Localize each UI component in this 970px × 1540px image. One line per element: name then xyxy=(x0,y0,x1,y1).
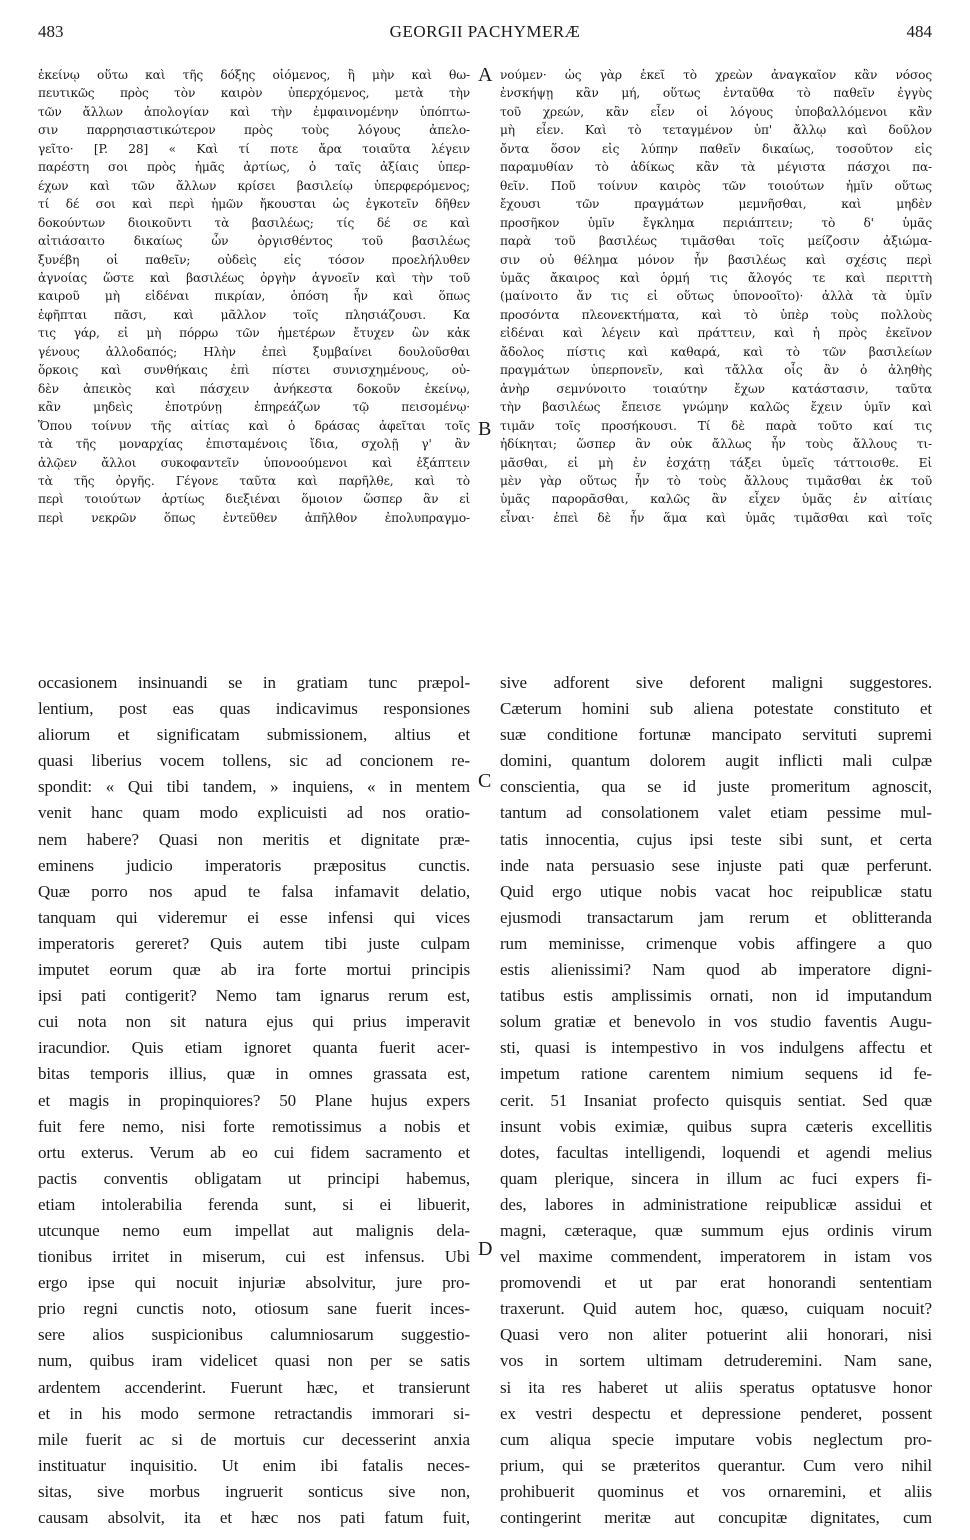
greek-line: περὶ νεκρῶν ὅπως ἐντεῦθεν ἀπῆλθον ἐπολυπραγμο- xyxy=(38,510,470,525)
greek-line: θεῖν. Ποῦ τοίνυν καιρὸς τῶν τοιούτων ἡμῖν οὕτως xyxy=(500,178,932,193)
greek-line: νούμεν· ὡς γὰρ ἐκεῖ τὸ χρεὼν ἀναγκαῖον κἂν νόσος xyxy=(500,68,932,82)
latin-line: prio regni cunctis noto, otiosum sane fuerit inces- xyxy=(38,1299,470,1319)
greek-line: περὶ τοιούτων ἀρτίως διεξιέναι ὅμοιον ὥσπερ ἂν εἰ xyxy=(38,492,470,507)
greek-line: τις γάρ, εἰ μὴ πόρρω τῶν ἡμετέρων ἔτυχεν ὢν κἀκ xyxy=(38,326,470,341)
latin-line: cum aliqua specie imputare vobis neglectum pro- xyxy=(500,1429,932,1449)
latin-line: ipsi pati contigerit? Nemo tam ignarus rerum est, xyxy=(38,986,470,1006)
latin-line: tanquam qui videremur ei esse infensi qui vices xyxy=(38,907,470,927)
latin-line: lentium, post eas quas indicavimus responsiones xyxy=(38,699,470,719)
latin-line: des, labores in administratione reipublicæ assidui et xyxy=(500,1194,932,1214)
latin-line: Cæterum homini sub aliena potestate constituto et xyxy=(500,699,932,719)
latin-line: causam absolvit, ita et hæc nos pati fatum fuit, xyxy=(38,1508,470,1527)
latin-line: sitas, sive morbus ingruerit sonticus sive non, xyxy=(38,1481,470,1501)
greek-line: μὴ εἶεν. Καὶ τὸ τεταγμένον ὑπ' ἄλλῳ καὶ δοῦλον xyxy=(500,123,932,138)
latin-line: dotes, facultas intelligendi, loquendi et agendi melius xyxy=(500,1142,932,1162)
latin-line: impetum ratione carentem nimium sequens id fe- xyxy=(500,1064,932,1084)
latin-line: aliorum et significatam submissionem, altius et xyxy=(38,725,470,745)
greek-line: ὄντα ὅσον εἰς λύπην παθεῖν δικαίως, τοσοῦτον εἰς xyxy=(500,141,932,156)
latin-line: instituatur inquisitio. Ut enim ibi fatalis neces- xyxy=(38,1455,470,1475)
margin-marker-a: A xyxy=(478,64,493,86)
latin-line: cerit. 51 Insaniat profecto quisquis sentiat. Sed quæ xyxy=(500,1090,932,1110)
latin-line: inde nata persuasio sese injuste pati quæ perferunt. xyxy=(500,855,932,875)
page-number-left: 483 xyxy=(38,22,64,41)
latin-line: ejusmodi transactarum jam rerum et oblitteranda xyxy=(500,907,932,927)
greek-line: μὲν γὰρ οὕτως ἦν τὸ τοὺς ἄλλους τιμᾶσθαι ἐκ τοῦ xyxy=(500,473,932,488)
greek-line: ἐκείνῳ οὕτω καὶ τῆς δόξης οἰόμενος, ἢ μὴν καὶ θω- xyxy=(38,68,470,82)
greek-line: τιμᾶν τοῖς προσήκουσι. Τί δὲ παρὰ τοῦτο καί τις xyxy=(500,418,932,433)
latin-line: domini, quantum dolorem augit inflicti mali culpæ xyxy=(500,751,932,771)
greek-line: τὰ τῆς μοναρχίας ἐπισταμένοις ἴδια, σχολῇ γ' ἂν xyxy=(38,437,470,452)
latin-line: contingerint meritæ aut concupitæ dignitates, cum xyxy=(500,1508,932,1527)
latin-line: fuit fere nemo, nisi forte remotissimus a nobis et xyxy=(38,1116,470,1136)
latin-line: imperatoris gereret? Quis autem tibi juste culpam xyxy=(38,933,470,953)
greek-line: τὰ τῆς ὀργῆς. Γέγονε ταῦτα καὶ παρῆλθε, καὶ τὸ xyxy=(38,473,470,488)
greek-line: ἀνὴρ σεμνύνοιτο τοιαύτην ἔχων κατάστασιν, ταῦτα xyxy=(500,381,932,396)
greek-line: γένους ἀλλοδαπός; Ηλὴν ἐπεὶ ξυμβαίνει δουλοῦσθαι xyxy=(38,344,470,359)
greek-line: προσόντα πλεονεκτήματα, καὶ τὸ ὑπὲρ τοὺς πολλοὺς xyxy=(500,307,932,322)
greek-line: ὅρκοις καὶ συνθήκαις ἐπὶ πίστει συνισχημένους, οὐ- xyxy=(38,363,470,378)
latin-line: vel maxime commendent, imperatorem in istam vos xyxy=(500,1247,932,1267)
greek-line: εἶναι· ἐπεὶ δὲ ἦν ἅμα καὶ ὑμᾶς τιμᾶσθαι καὶ τοῖς xyxy=(500,510,932,525)
latin-column-right xyxy=(500,670,932,1531)
latin-line: Quæ porro nos apud te falsa infamavit delatio, xyxy=(38,881,470,901)
latin-line: magni, cæteraque, quæ summum ejus ordinis virum xyxy=(500,1220,932,1240)
latin-column-left xyxy=(38,670,470,1531)
running-title: GEORGII PACHYMERÆ xyxy=(389,22,581,41)
latin-line: solum gratiæ et benevolo in vos studio faventis Augu- xyxy=(500,1012,932,1032)
latin-line: ortu exterus. Verum ab eo cui fidem sacramento et xyxy=(38,1142,470,1162)
latin-line: eminens judicio imperatoris præpositus cunctis. xyxy=(38,855,470,875)
latin-line: et in his modo sermone retractandis immorari si- xyxy=(38,1403,470,1423)
latin-line: utcunque nemo eum impellat aut malignis dela- xyxy=(38,1220,470,1240)
greek-line: Ὅπου τοίνυν τῆς αἰτίας καὶ ὁ δράσας ἀφεῖται τοῖς xyxy=(38,418,470,433)
margin-marker-d: D xyxy=(478,1238,493,1260)
greek-line: τὴν βασιλέως ἔπεισε γνώμην καλῶς ἔχειν ὑμῖν καὶ xyxy=(500,400,932,415)
greek-line: πραγμάτων ὑπερπονεῖν, καὶ τἄλλα οἷς ἂν ὁ ἀληθὴς xyxy=(500,363,932,378)
latin-line: estis alienissimi? Nam quod ab imperatore digni- xyxy=(500,960,932,980)
latin-line: pactis conventis obligatam ut principi habemus, xyxy=(38,1168,470,1188)
greek-line: δὲν ἀπεικὸς καὶ πάσχειν ἀνήκεστα δοκοῦν ἐκείνῳ, xyxy=(38,381,470,396)
latin-line: tionibus irritet in miserum, cui est infensus. Ubi xyxy=(38,1247,470,1267)
greek-line: ξυνέβη οἱ παθεῖν; οὐδεὶς εἰς τόσον προελήλυθεν xyxy=(38,252,470,267)
latin-line: promovendi et ut par erat honorandi sententiam xyxy=(500,1273,932,1293)
latin-line: prohibuerit quominus et vos ornaremini, et aliis xyxy=(500,1481,932,1501)
latin-line: ardentem accenderint. Fuerunt hæc, et transierunt xyxy=(38,1377,470,1397)
greek-column-left xyxy=(38,66,470,527)
greek-line: σιν παρρησιαστικώτερον πρὸς τοὺς λόγους ἀπελο- xyxy=(38,123,470,138)
latin-line: sere alios suspicionibus calumniosarum suggestio- xyxy=(38,1325,470,1345)
greek-line: ἐφῆπται πᾶσι, καὶ μᾶλλον τοῖς πλησιάζουσι. Κα xyxy=(38,307,470,322)
latin-line: spondit: « Qui tibi tandem, » inquiens, « in mentem xyxy=(38,777,470,797)
greek-line: γεῖτο· [P. 28] « Καὶ τί ποτε ἄρα τοιαῦτα λέγειν xyxy=(38,141,470,156)
latin-line: conscientia, qua se id juste promeritum agnoscit, xyxy=(500,777,932,797)
latin-line: etiam intolerabilia ferenda sunt, si ei libuerit, xyxy=(38,1194,470,1214)
running-header xyxy=(38,22,932,46)
latin-line: tantum ad consolationem valet etiam pessime mul- xyxy=(500,803,932,823)
latin-line: num, quibus iram videlicet quasi non per se satis xyxy=(38,1351,470,1371)
margin-marker-c: C xyxy=(478,770,492,792)
latin-line: et magis in propinquiores? 50 Plane hujus expers xyxy=(38,1090,470,1110)
latin-line: cui nota non sit natura ejus qui prius imperavit xyxy=(38,1012,470,1032)
latin-line: quam plerique, sincera in illum ac fuci expers fi- xyxy=(500,1168,932,1188)
greek-line: σιν οὐ θέλημα μόνον ἦν βασιλέως καὶ σχέσις περὶ xyxy=(500,252,932,267)
latin-line: traxerunt. Quid autem hoc, quæso, cuiquam nocuit? xyxy=(500,1299,932,1319)
greek-column-right xyxy=(500,66,932,527)
greek-line: τῶν ἄλλων ἀπολογίαν καὶ τὴν ἐμφαινομένην ὑπόπτω- xyxy=(38,104,470,119)
latin-line: imputet eorum quæ ab ira forte mortui principis xyxy=(38,960,470,980)
latin-line: suæ conditione fortunæ mancipato servituti supremi xyxy=(500,725,932,745)
greek-line: ἀλῷεν ἄλλοι συκοφαντεῖν ὑπονοούμενοι καὶ ἐξάπτειν xyxy=(38,455,470,470)
greek-line: τί δέ σοι καὶ περὶ ἡμῶν ἤκουσται ὡς ἐγκοτεῖν δῆθεν xyxy=(38,197,470,212)
latin-line: ergo ipse qui nocuit injuriæ absolvitur, jure pro- xyxy=(38,1273,470,1293)
greek-line: αἰτιάσαιτο δικαίως ὧν ὀργισθέντος τοῦ βασιλέως xyxy=(38,234,470,249)
latin-line: rum meminisse, crimenque vobis affingere a quo xyxy=(500,933,932,953)
latin-line: sti, quasi is intempestivo in vos indulgens affectu et xyxy=(500,1038,932,1058)
greek-line: παρέστη σοι πρὸς ἡμᾶς ἀρτίως, ὁ ταῖς ἀξίαις ὑπερ- xyxy=(38,160,470,175)
latin-line: occasionem insinuandi se in gratiam tunc præpol- xyxy=(38,673,470,692)
greek-line: προσῆκον ὑμῖν ἔγκλημα περιάπτειν; τὸ δ' ὑμᾶς xyxy=(500,215,932,230)
greek-line: μᾶσθαι, εἰ μὴ ἐν ἐσχάτῃ τάξει ὑμεῖς τάττοισθε. Εἰ xyxy=(500,455,932,470)
greek-line: ἠδίκηται; ὥσπερ ἂν οὐκ ἄλλως ἦν τοὺς ἄλλους τι- xyxy=(500,437,932,452)
greek-line: κἂν μηδεὶς ἐποτρύνῃ ἐπηρεάζων τῷ πεισομένῳ· xyxy=(38,400,470,415)
latin-line: Quid ergo utique nobis vacat hoc reipublicæ statu xyxy=(500,881,932,901)
latin-line: venit hanc quam modo explicuisti ad nos oratio- xyxy=(38,803,470,823)
latin-line: tatibus estis amplissimis ornati, non id imputandum xyxy=(500,986,932,1006)
page-number-right: 484 xyxy=(906,22,932,41)
latin-line: Quasi vero non aliter potuerint alii honorari, nisi xyxy=(500,1325,932,1345)
greek-line: ὑμᾶς παρορᾶσθαι, καλῶς ἂν εἶχεν ὑμᾶς ἐν αἰτίαις xyxy=(500,492,932,507)
latin-line: quasi liberius vocem tollens, sic ad concionem re- xyxy=(38,751,470,771)
greek-line: παρὰ τοῦ βασιλέως τιμᾶσθαι τοῖς μείζοσιν ἀξιώμα- xyxy=(500,234,932,249)
greek-line: παραμυθίαν τὸ ἀδίκως κἂν τὰ μέγιστα πάσχοι πα- xyxy=(500,160,932,175)
latin-line: ex vestri despectu et depressione penderet, possent xyxy=(500,1403,932,1423)
greek-line: ἐνσκήψῃ κἂν μή, οὕτως ἐνταῦθα τὸ παθεῖν ἐγγὺς xyxy=(500,86,932,101)
greek-line: δοκούντων διοικοῦντι τὰ βασιλέως; τίς δέ σε καὶ xyxy=(38,215,470,230)
greek-line: ὑμᾶς ἄκαιρος καὶ ὁρμή τις ἄλογός τε καὶ περιττὴ xyxy=(500,270,932,285)
greek-line: τοῦ χρεών, κἂν εἶεν οἱ λόγους ὑποβαλλόμενοι κἂν xyxy=(500,104,932,119)
greek-line: ἄδολος πίστις καὶ καθαρά, καὶ τὸ τῶν βασιλείων xyxy=(500,344,932,359)
latin-line: tatis innocentia, cujus ipsi teste sibi sunt, et certa xyxy=(500,829,932,849)
latin-line: nem habere? Quasi non meritis et dignitate præ- xyxy=(38,829,470,849)
latin-line: vos in sortem ultimam detruderemini. Nam sane, xyxy=(500,1351,932,1371)
latin-line: bitas temporis illius, quæ in omnes grassata est, xyxy=(38,1064,470,1084)
latin-line: iracundior. Quis etiam ignoret quanta fuerit acer- xyxy=(38,1038,470,1058)
greek-line: ἔχουσι τῶν πραγμάτων μεμνῆσθαι, καὶ μηδὲν xyxy=(500,197,932,212)
latin-line: mile fuerit ac si de mortuis cur decesserint anxia xyxy=(38,1429,470,1449)
greek-line: ἀγνοίας ὥστε καὶ βασιλέως ὀργὴν ἀγνοεῖν καὶ τὴν τοῦ xyxy=(38,270,470,285)
greek-line: πευτικῶς πρὸς τὸν καιρὸν ὑπερχόμενος, μετὰ τὴν xyxy=(38,86,470,101)
latin-line: si ita res haberet ut aliis speratus optatusve honor xyxy=(500,1377,932,1397)
greek-line: εἰδέναι καὶ λέγειν καὶ πράττειν, καὶ ἡ πρὸς ἐκεῖνον xyxy=(500,326,932,341)
greek-line: καιροῦ μὴ εἰδέναι πικρίαν, ὁπόση ἦν καὶ ὅπως xyxy=(38,289,470,304)
latin-line: sive adforent sive deforent maligni suggestores. xyxy=(500,673,932,692)
greek-line: έχων καὶ τῶν ἄλλων κρίσει βασιλείῳ ὑπερφερόμενος; xyxy=(38,178,470,193)
latin-line: insunt vobis eximiæ, quibus supra cæteris excellitis xyxy=(500,1116,932,1136)
margin-marker-b: B xyxy=(478,418,492,440)
greek-line: (μαίνοιτο ἄν τις εἰ οὕτως ὑπονοοῖτο)· ἀλλὰ τὰ ὑμῖν xyxy=(500,289,932,304)
latin-line: prium, qui se præteritos querantur. Cum vero nihil xyxy=(500,1455,932,1475)
